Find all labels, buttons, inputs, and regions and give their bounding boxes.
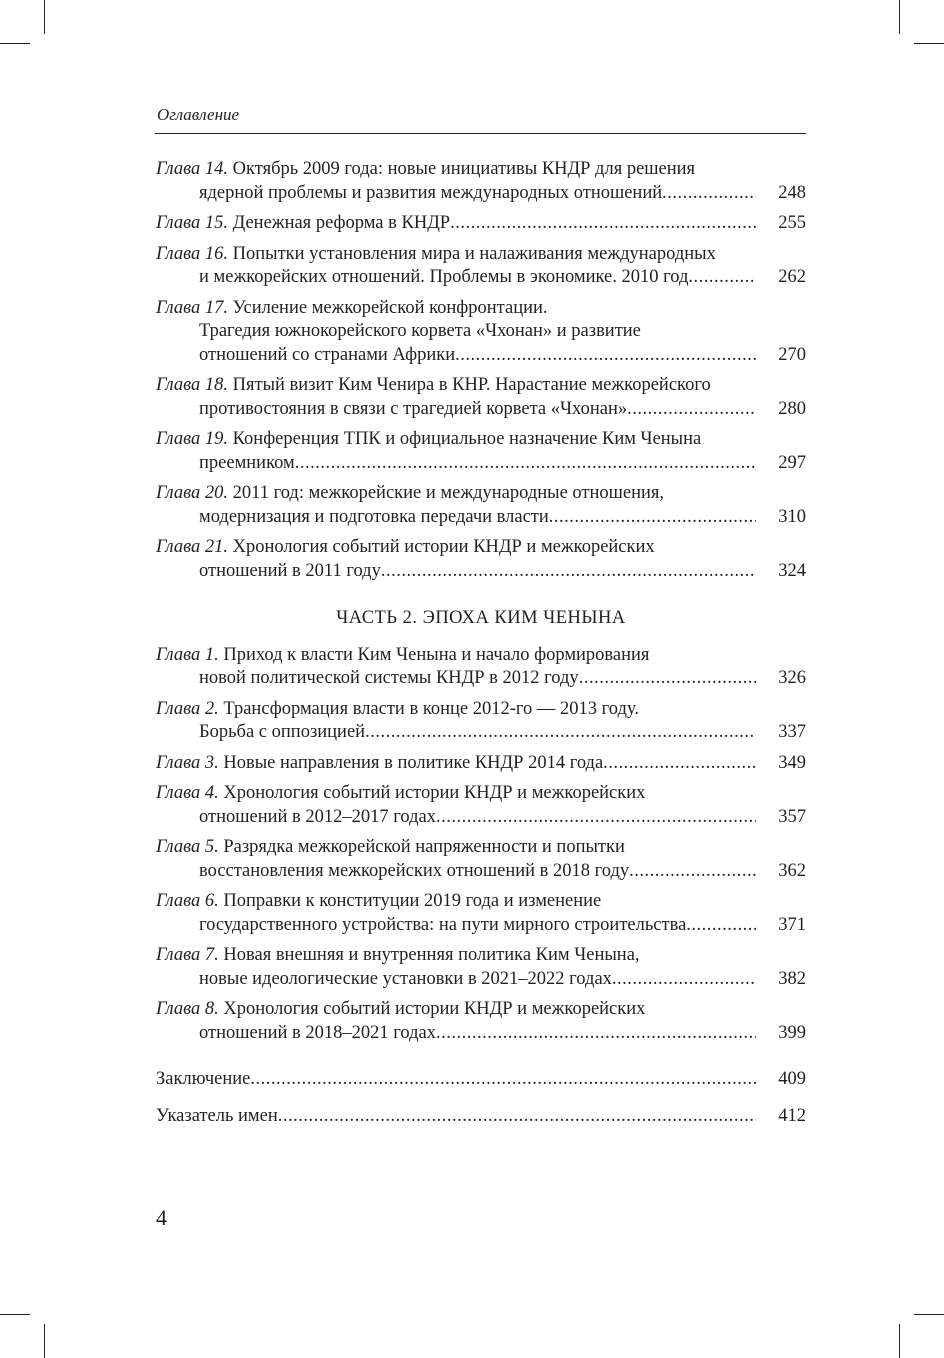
dot-leader xyxy=(436,806,756,830)
dot-leader xyxy=(381,560,756,584)
crop-mark xyxy=(914,43,944,44)
chapter-label: Глава 14. xyxy=(156,159,228,179)
page-number: 371 xyxy=(778,914,806,935)
chapter-label: Глава 4. xyxy=(156,783,219,803)
entry-title-line: Трансформация власти в конце 2012-го — 2013 году. xyxy=(223,698,639,719)
toc-entry[interactable] xyxy=(156,374,806,421)
entry-title: Заключение xyxy=(156,1069,251,1089)
part-2-heading: ЧАСТЬ 2. ЭПОХА КИМ ЧЕНЫНА xyxy=(336,608,626,628)
entry-title-line: Приход к власти Ким Ченына и начало формирования xyxy=(223,644,650,665)
page-number: 297 xyxy=(778,452,806,473)
chapter-label: Глава 21. xyxy=(156,537,228,557)
dot-leader xyxy=(612,968,756,992)
entry-title-line: Хронология событий истории КНДР и межкорейских xyxy=(223,783,646,803)
dot-leader xyxy=(662,182,756,206)
toc-entry[interactable] xyxy=(156,428,806,475)
entry-title-line: 2011 год: межкорейские и международные отношения, xyxy=(232,483,665,503)
dot-leader xyxy=(455,344,756,368)
toc-entry[interactable] xyxy=(156,782,806,829)
entry-title-line: отношений в 2012–2017 годах xyxy=(199,806,436,827)
chapter-label: Глава 2. xyxy=(156,698,219,719)
entry-title-line: новые идеологические установки в 2021–2022 годах xyxy=(199,968,612,989)
entry-title-line: модернизация и подготовка передачи власти xyxy=(199,506,549,527)
entry-title-line: государственного устройства: на пути мирного строительства xyxy=(199,914,687,935)
dot-leader xyxy=(579,667,756,691)
toc-entry[interactable] xyxy=(156,212,806,236)
crop-mark xyxy=(44,0,45,34)
toc-entry[interactable] xyxy=(156,158,806,205)
entry-title-line: и межкорейских отношений. Проблемы в экономике. 2010 год xyxy=(199,267,689,287)
dot-leader xyxy=(603,752,756,776)
chapter-label: Глава 5. xyxy=(156,837,219,857)
chapter-label: Глава 16. xyxy=(156,243,228,264)
toc-part-1 xyxy=(156,158,806,583)
page-number: 310 xyxy=(778,506,806,527)
chapter-label: Глава 18. xyxy=(156,375,228,395)
page-number: 399 xyxy=(778,1022,806,1043)
toc-entry[interactable] xyxy=(156,752,806,776)
table-of-contents xyxy=(156,158,806,1141)
entry-title-line: новой политической системы КНДР в 2012 году xyxy=(199,668,579,688)
chapter-label: Глава 8. xyxy=(156,999,219,1019)
chapter-label: Глава 6. xyxy=(156,891,219,911)
toc-entry[interactable] xyxy=(156,890,806,937)
entry-title-line: Октябрь 2009 года: новые инициативы КНДР для решения xyxy=(232,159,696,179)
entry-title-line: Хронология событий истории КНДР и межкорейских xyxy=(223,999,646,1019)
toc-part-2 xyxy=(156,644,806,1046)
entry-title-line: отношений в 2011 году xyxy=(199,560,381,581)
toc-entry[interactable] xyxy=(156,698,806,745)
entry-title-line: Пятый визит Ким Ченира в КНР. Нарастание межкорейского xyxy=(232,375,711,395)
entry-title-line: восстановления межкорейских отношений в 2018 году xyxy=(199,860,630,881)
toc-entry[interactable] xyxy=(156,482,806,529)
chapter-label: Глава 7. xyxy=(156,945,219,965)
page-number: 326 xyxy=(778,668,806,688)
dot-leader xyxy=(450,212,756,236)
page-number: 270 xyxy=(778,344,806,365)
page-number: 357 xyxy=(778,806,806,827)
header-rule xyxy=(155,133,806,134)
chapter-label: Глава 15. xyxy=(156,213,228,233)
entry-title-line: преемником xyxy=(199,452,295,473)
entry-title-line: Хронология событий истории КНДР и межкорейских xyxy=(232,537,655,557)
page-number: 262 xyxy=(778,267,806,287)
chapter-label: Глава 17. xyxy=(156,297,228,318)
page-number: 337 xyxy=(778,722,806,742)
chapter-label: Глава 1. xyxy=(156,644,219,665)
crop-mark xyxy=(44,1324,45,1358)
dot-leader xyxy=(629,860,756,884)
dot-leader xyxy=(365,721,756,745)
page-number: 255 xyxy=(778,213,806,233)
toc-entry[interactable] xyxy=(156,836,806,883)
running-title: Оглавление xyxy=(157,105,240,124)
toc-entry-conclusion[interactable] xyxy=(156,1068,806,1092)
chapter-label: Глава 20. xyxy=(156,483,228,503)
crop-mark xyxy=(899,1324,900,1358)
chapter-label: Глава 19. xyxy=(156,429,228,449)
toc-entry-name-index[interactable] xyxy=(156,1105,806,1129)
crop-mark xyxy=(914,1314,944,1315)
toc-entry[interactable] xyxy=(156,243,806,290)
entry-title-line: Попытки установления мира и налаживания международных xyxy=(232,243,716,264)
dot-leader xyxy=(436,1022,756,1046)
page-number: 362 xyxy=(778,860,806,881)
entry-title-line: Новая внешняя и внутренняя политика Ким Ченына, xyxy=(223,945,640,965)
chapter-label: Глава 3. xyxy=(156,752,219,773)
entry-title-line: Новые направления в политике КНДР 2014 года xyxy=(223,752,604,773)
entry-title-line: Денежная реформа в КНДР xyxy=(232,213,451,233)
page-number: 248 xyxy=(778,182,806,203)
toc-entry[interactable] xyxy=(156,644,806,691)
page-number: 280 xyxy=(778,398,806,419)
page-number: 412 xyxy=(778,1105,806,1126)
entry-title-line: ядерной проблемы и развития международных отношений xyxy=(199,182,663,203)
entry-title-line: Борьба с оппозицией xyxy=(199,722,366,742)
toc-entry[interactable] xyxy=(156,297,806,368)
entry-title-line: противостояния в связи с трагедией корвета «Чхонан» xyxy=(199,398,628,419)
dot-leader xyxy=(278,1105,756,1129)
entry-title-line: Усиление межкорейской конфронтации. xyxy=(232,297,548,318)
dot-leader xyxy=(627,398,756,422)
toc-entry[interactable] xyxy=(156,944,806,991)
toc-entry[interactable] xyxy=(156,998,806,1045)
entry-title-line: отношений со странами Африки xyxy=(199,344,456,365)
entry-title-line: Конференция ТПК и официальное назначение Ким Ченына xyxy=(232,429,702,449)
entry-title-line: Трагедия южнокорейского корвета «Чхонан» и развитие xyxy=(199,321,641,341)
page-folio: 4 xyxy=(156,1205,167,1230)
crop-mark xyxy=(899,0,900,34)
crop-mark xyxy=(0,1314,30,1315)
entry-title-line: Разрядка межкорейской напряженности и попытки xyxy=(223,837,625,857)
crop-mark xyxy=(0,43,30,44)
toc-entry[interactable] xyxy=(156,536,806,583)
dot-leader xyxy=(549,506,756,530)
entry-title-line: отношений в 2018–2021 годах xyxy=(199,1022,436,1043)
page-number: 324 xyxy=(778,560,806,581)
dot-leader xyxy=(250,1068,756,1092)
page-number: 349 xyxy=(778,752,806,773)
entry-title: Указатель имен xyxy=(156,1105,278,1126)
dot-leader xyxy=(686,914,756,938)
entry-title-line: Поправки к конституции 2019 года и изменение xyxy=(223,891,602,911)
dot-leader xyxy=(295,452,756,476)
page-number: 409 xyxy=(778,1069,806,1089)
page-number: 382 xyxy=(778,968,806,989)
dot-leader xyxy=(688,266,756,290)
